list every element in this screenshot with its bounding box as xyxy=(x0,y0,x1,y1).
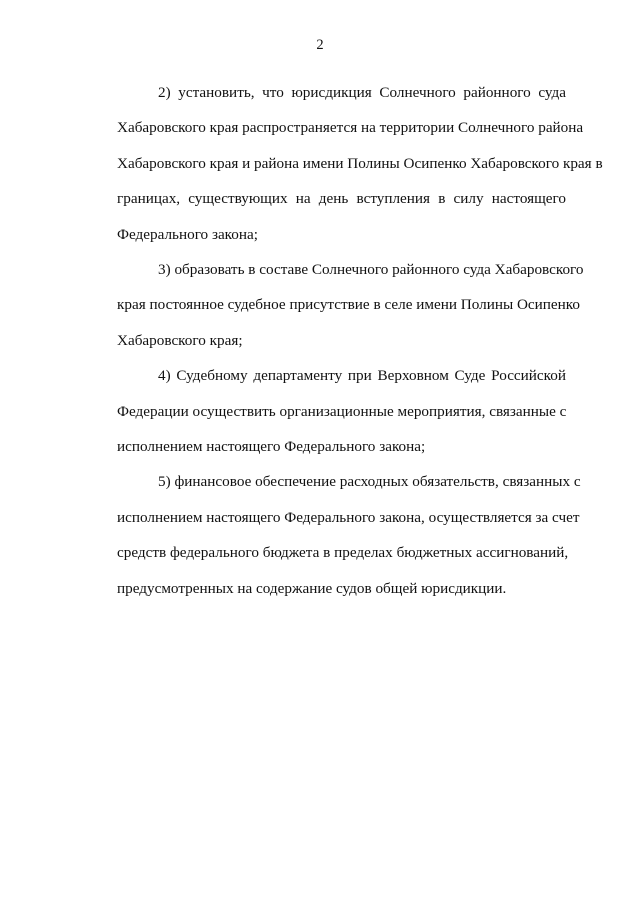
text-line: края постоянное судебное присутствие в селе имени Полины Осипенко xyxy=(117,296,580,314)
text-line: 2) установить, что юрисдикция Солнечного районного суда xyxy=(158,84,566,101)
text-line: 3) образовать в составе Солнечного районного суда Хабаровского xyxy=(158,261,584,279)
text-line: исполнением настоящего Федерального закона; xyxy=(117,438,426,456)
document-body xyxy=(76,75,603,606)
text-line: 5) финансовое обеспечение расходных обязательств, связанных с xyxy=(158,473,581,491)
text-line: Хабаровского края и района имени Полины Осипенко Хабаровского края в xyxy=(117,154,603,172)
paragraph-item-2 xyxy=(76,75,603,252)
text-line: Хабаровского края; xyxy=(117,331,243,349)
text-line: Федерального закона; xyxy=(117,225,258,243)
text-line: 4) Судебному департаменту при Верховном Суде Российской xyxy=(158,367,566,385)
text-line: Федерации осуществить организационные мероприятия, связанные с xyxy=(117,402,567,420)
text-line: средств федерального бюджета в пределах бюджетных ассигнований, xyxy=(117,544,569,562)
text-line: предусмотренных на содержание судов общей юрисдикции. xyxy=(117,579,507,597)
text-line: Хабаровского края распространяется на территории Солнечного района xyxy=(117,119,584,137)
page-number: 2 xyxy=(316,37,324,53)
text-line: границах, существующих на день вступления в силу настоящего xyxy=(117,190,566,208)
paragraph-item-4 xyxy=(76,358,566,464)
paragraph-item-5 xyxy=(76,464,581,606)
paragraph-item-3 xyxy=(76,252,584,358)
text-line: исполнением настоящего Федерального закона, осуществляется за счет xyxy=(117,508,580,526)
